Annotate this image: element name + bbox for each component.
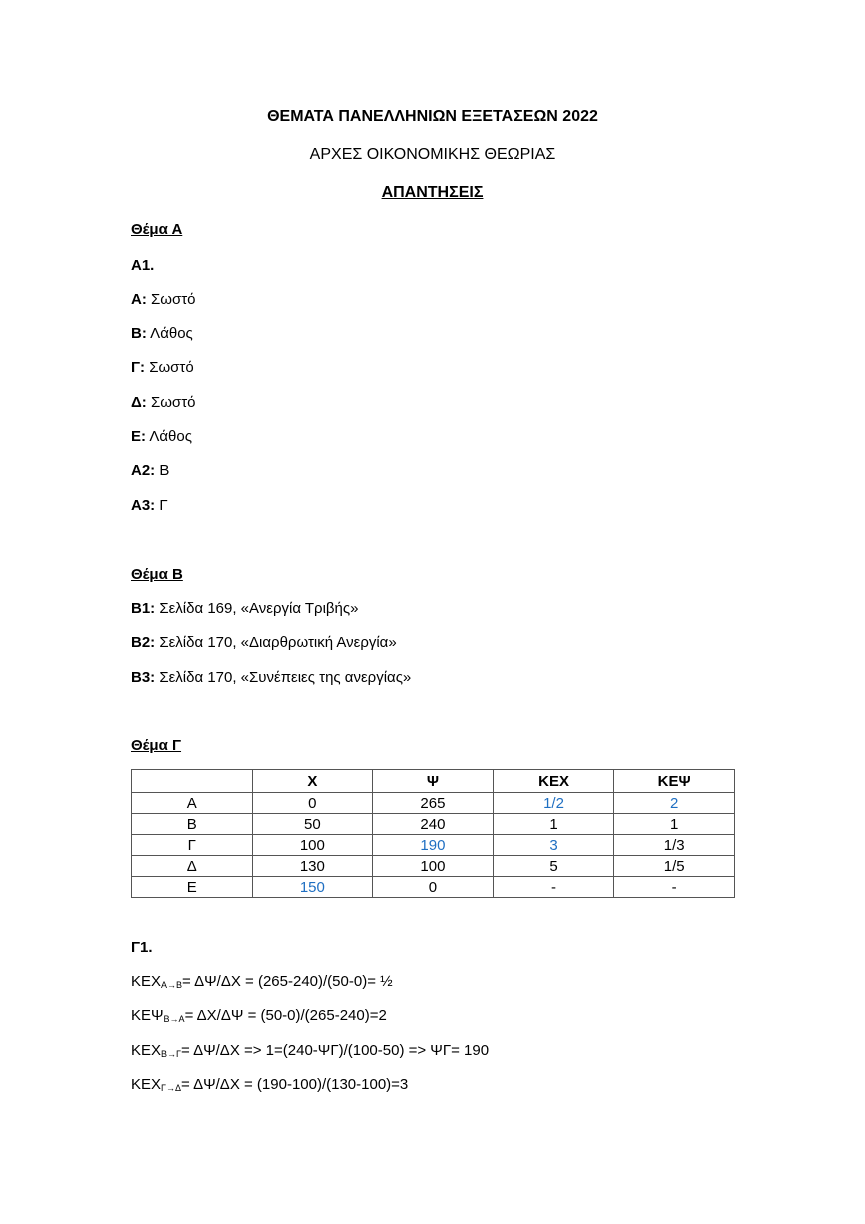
table-cell: 100 [252,835,373,856]
g1-label: Γ1. [131,939,153,956]
table-cell: 5 [493,856,614,877]
table-cell: 240 [373,814,494,835]
a1-item-b [131,325,193,342]
table-cell-highlighted: 190 [373,835,494,856]
item-value: Γ [159,497,168,514]
formula-line: $KEX_{\Gamma\to\Delta}= \Delta\Psi/\Delta X = (190-100)/(130-100)=3$ [131,1076,409,1093]
table-cell: 1/3 [614,835,735,856]
table-cell: 130 [252,856,373,877]
table-header-row [132,770,735,793]
table-cell: 50 [252,814,373,835]
table-cell: Α [132,793,253,814]
table-row [132,835,735,856]
item-value: Λάθος [150,325,193,342]
table-header-cell: Ψ [373,770,494,793]
item-value: Σελίδα 169, «Ανεργία Τριβής» [159,600,359,617]
thema-a-heading: Θέμα Α [131,221,183,238]
table-cell: - [614,877,735,898]
table-header-cell: ΚΕΧ [493,770,614,793]
item-label: Α: [131,291,147,308]
item-value: Σωστό [149,359,194,376]
table-cell: 0 [373,877,494,898]
a3-answer [131,497,168,514]
table-cell-highlighted: 2 [614,793,735,814]
table-cell: Γ [132,835,253,856]
item-value: Β [159,462,170,479]
item-value: Λάθος [149,428,192,445]
formula-line: $KE\Psi_{B\to A}= \Delta X/\Delta\Psi = (50-0)/(265-240)=2$ [131,1007,387,1024]
a1-item-g [131,359,194,376]
a1-item-a [131,291,196,308]
table-cell-highlighted: 150 [252,877,373,898]
formula-line: $KEX_{A\to B}= \Delta\Psi/\Delta X = (265-240)/(50-0)=$ ½ [131,973,393,990]
answer-table [131,769,735,898]
a1-item-d [131,394,195,411]
b2-answer [131,634,397,651]
table-cell: 1 [614,814,735,835]
table-header-cell: ΚΕΨ [614,770,735,793]
table-cell: 265 [373,793,494,814]
a2-answer [131,462,169,479]
table-cell: Δ [132,856,253,877]
table-cell: Ε [132,877,253,898]
a1-item-e [131,428,192,445]
table-cell: 1 [493,814,614,835]
thema-b-heading: Θέμα Β [131,566,183,583]
a1-label: Α1. [131,257,155,274]
table-row [132,814,735,835]
item-label: Β1: [131,600,156,617]
b1-answer [131,600,358,617]
table-header-cell [132,770,253,793]
item-label: Α3: [131,497,156,514]
table-row [132,856,735,877]
item-label: Β: [131,325,147,342]
item-value: Σελίδα 170, «Διαρθρωτική Ανεργία» [159,634,397,651]
table-cell-highlighted: 1/2 [493,793,614,814]
item-value: Σελίδα 170, «Συνέπειες της ανεργίας» [159,669,412,686]
item-label: Β2: [131,634,156,651]
subject-title: ΑΡΧΕΣ ΟΙΚΟΝΟΜΙΚΗΣ ΘΕΩΡΙΑΣ [309,146,556,163]
document-title: ΘΕΜΑΤΑ ΠΑΝΕΛΛΗΝΙΩΝ ΕΞΕΤΑΣΕΩΝ 2022 [267,108,598,125]
item-label: Δ: [131,394,147,411]
b3-answer [131,669,411,686]
answers-title: ΑΠΑΝΤΗΣΕΙΣ [381,184,484,201]
item-label: Β3: [131,669,156,686]
thema-g-heading: Θέμα Γ [131,737,182,754]
item-value: Σωστό [150,394,196,411]
item-label: Ε: [131,428,146,445]
item-label: Γ: [131,359,146,376]
item-value: Σωστό [151,291,196,308]
table-row [132,793,735,814]
table-cell: Β [132,814,253,835]
formula-line: $KEX_{B\to\Gamma}= \Delta\Psi/\Delta X => 1=(240-\Psi\Gamma)/(100-50) => \Psi\Gamma= 190$ [131,1042,490,1059]
table-header-cell: Χ [252,770,373,793]
item-label: Α2: [131,462,156,479]
table-cell: - [493,877,614,898]
table-row [132,877,735,898]
table-cell: 0 [252,793,373,814]
table-cell: 1/5 [614,856,735,877]
table-cell-highlighted: 3 [493,835,614,856]
table-cell: 100 [373,856,494,877]
